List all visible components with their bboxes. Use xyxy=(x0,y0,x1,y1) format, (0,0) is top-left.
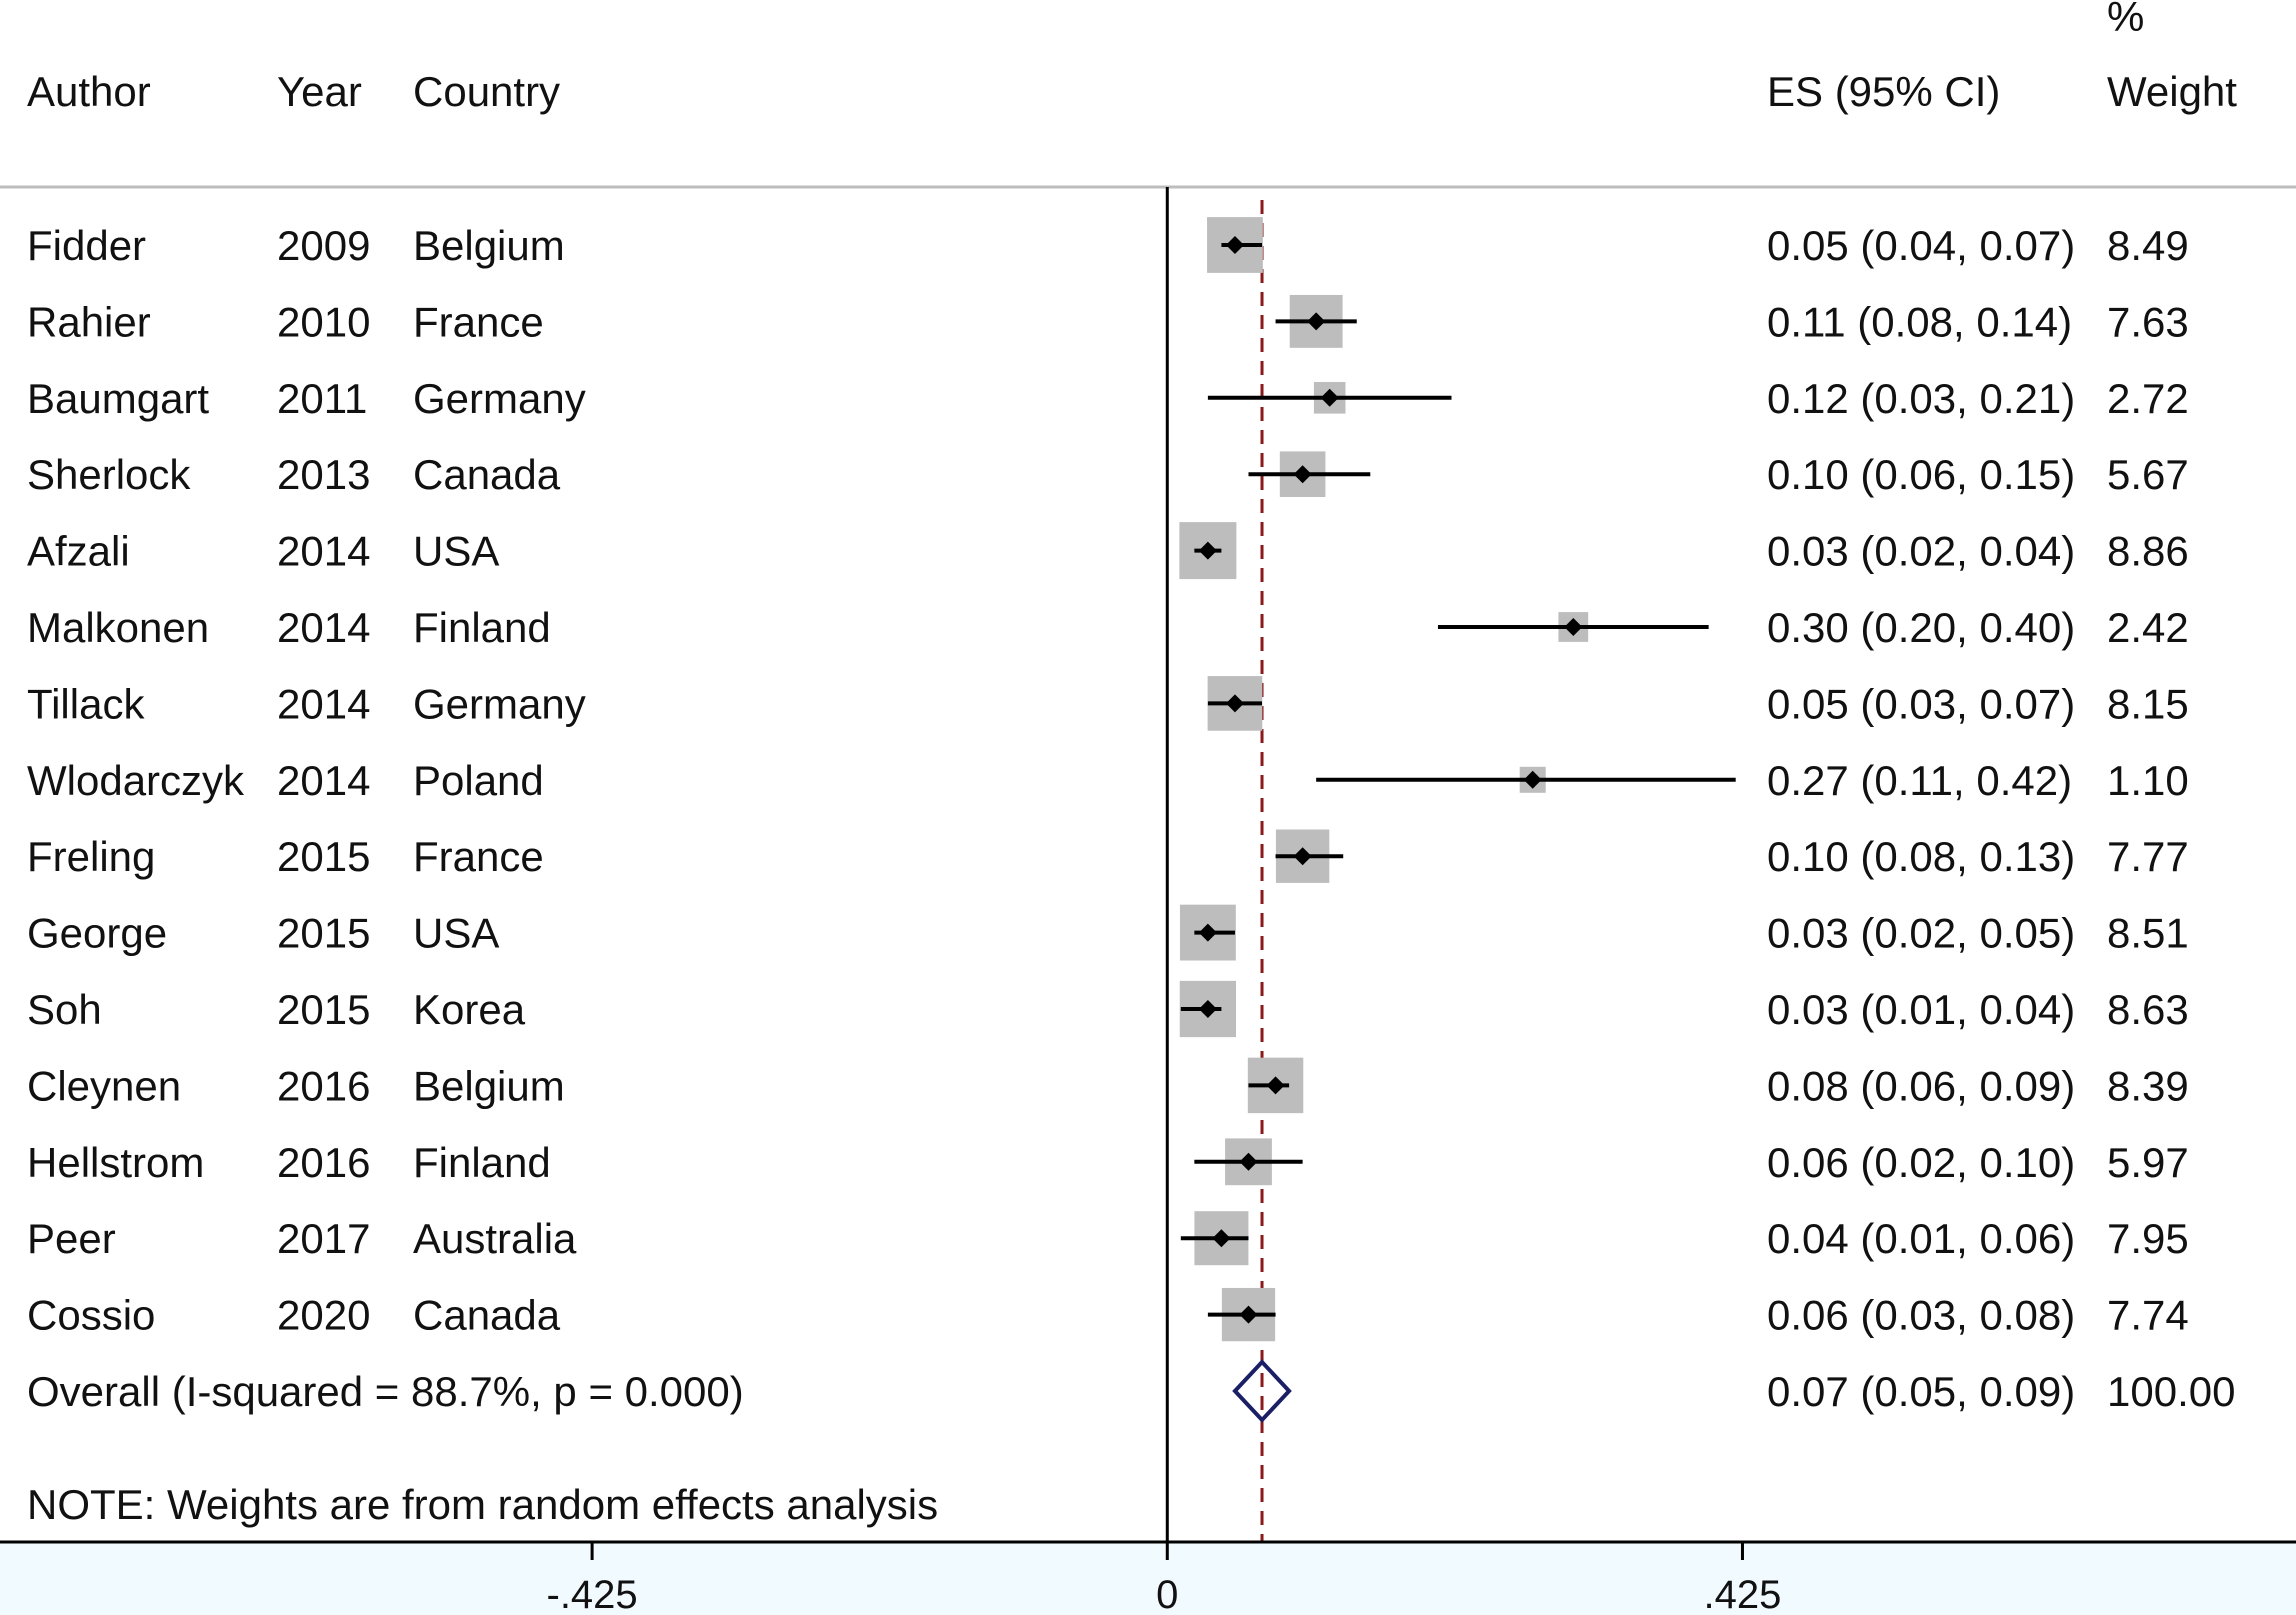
study-author: Peer xyxy=(27,1215,116,1263)
note-text: NOTE: Weights are from random effects analysis xyxy=(27,1481,939,1528)
study-country: Canada xyxy=(413,1291,561,1339)
study-row xyxy=(27,981,2189,1037)
study-country: USA xyxy=(413,909,500,957)
study-year: 2014 xyxy=(277,756,371,804)
study-row xyxy=(27,217,2189,273)
study-author: Soh xyxy=(27,986,102,1033)
study-year: 2010 xyxy=(277,298,371,346)
study-es-ci: 0.11 (0.08, 0.14) xyxy=(1767,298,2073,346)
study-year: 2020 xyxy=(277,1291,371,1339)
study-year: 2011 xyxy=(277,374,368,422)
study-country: Korea xyxy=(413,986,526,1033)
study-year: 2014 xyxy=(277,680,371,728)
study-year: 2015 xyxy=(277,909,371,957)
study-author: George xyxy=(27,909,168,957)
study-country: Germany xyxy=(413,680,586,728)
study-weight: 8.15 xyxy=(2107,680,2189,728)
study-row xyxy=(27,676,2189,731)
study-country: Germany xyxy=(413,374,586,422)
study-country: Belgium xyxy=(413,1062,565,1110)
study-row xyxy=(27,604,2189,651)
x-tick-label: -.425 xyxy=(546,1573,638,1615)
header xyxy=(27,0,2237,115)
study-row xyxy=(27,522,2189,579)
study-year: 2016 xyxy=(277,1062,371,1110)
study-author: Cossio xyxy=(27,1291,156,1339)
study-es-ci: 0.06 (0.03, 0.08) xyxy=(1767,1291,2076,1339)
study-es-ci: 0.03 (0.02, 0.05) xyxy=(1767,909,2076,957)
study-es-ci: 0.05 (0.04, 0.07) xyxy=(1767,222,2076,269)
study-year: 2013 xyxy=(277,451,371,499)
study-country: Canada xyxy=(413,451,561,499)
study-es-ci: 0.06 (0.02, 0.10) xyxy=(1767,1138,2076,1186)
overall-es-ci: 0.07 (0.05, 0.09) xyxy=(1767,1368,2076,1415)
study-weight: 7.95 xyxy=(2107,1215,2189,1263)
study-row xyxy=(27,1288,2189,1341)
study-country: France xyxy=(413,833,544,881)
study-weight: 5.97 xyxy=(2107,1138,2189,1186)
axis-band xyxy=(0,1542,2296,1615)
study-es-ci: 0.03 (0.02, 0.04) xyxy=(1767,527,2076,575)
study-weight: 5.67 xyxy=(2107,451,2189,499)
study-country: Finland xyxy=(413,604,551,651)
study-weight: 8.86 xyxy=(2107,527,2189,575)
study-weight: 8.63 xyxy=(2107,986,2189,1033)
study-row xyxy=(27,1211,2189,1265)
study-year: 2015 xyxy=(277,986,371,1033)
overall-weight: 100.00 xyxy=(2107,1368,2236,1415)
header-es: ES (95% CI) xyxy=(1767,68,2001,115)
overall-diamond xyxy=(1235,1362,1289,1420)
study-author: Wlodarczyk xyxy=(27,756,245,804)
study-weight: 8.39 xyxy=(2107,1062,2189,1110)
study-es-ci: 0.03 (0.01, 0.04) xyxy=(1767,986,2076,1033)
study-author: Baumgart xyxy=(27,374,210,422)
study-year: 2009 xyxy=(277,222,371,269)
study-row xyxy=(27,295,2189,348)
study-row xyxy=(27,375,2189,422)
overall-label: Overall (I-squared = 88.7%, p = 0.000) xyxy=(27,1368,744,1415)
study-es-ci: 0.10 (0.08, 0.13) xyxy=(1767,833,2076,881)
study-author: Tillack xyxy=(27,680,145,728)
study-author: Hellstrom xyxy=(27,1138,205,1186)
study-country: Poland xyxy=(413,756,544,804)
study-row xyxy=(27,1058,2189,1113)
header-country: Country xyxy=(413,68,561,115)
study-weight: 2.42 xyxy=(2107,604,2189,651)
study-es-ci: 0.12 (0.03, 0.21) xyxy=(1767,374,2076,422)
header-weight-pct: % xyxy=(2107,0,2145,40)
study-author: Malkonen xyxy=(27,604,210,651)
study-weight: 7.74 xyxy=(2107,1291,2189,1339)
study-es-ci: 0.08 (0.06, 0.09) xyxy=(1767,1062,2076,1110)
study-country: Finland xyxy=(413,1138,551,1186)
study-es-ci: 0.10 (0.06, 0.15) xyxy=(1767,451,2076,499)
study-author: Fidder xyxy=(27,222,147,269)
study-es-ci: 0.30 (0.20, 0.40) xyxy=(1767,604,2076,651)
study-es-ci: 0.27 (0.11, 0.42) xyxy=(1767,756,2073,804)
study-year: 2014 xyxy=(277,604,371,651)
study-year: 2017 xyxy=(277,1215,371,1263)
study-es-ci: 0.05 (0.03, 0.07) xyxy=(1767,680,2076,728)
study-rows xyxy=(27,217,2189,1341)
x-tick-label: 0 xyxy=(1156,1573,1179,1615)
study-row xyxy=(27,1138,2189,1185)
study-weight: 7.77 xyxy=(2107,833,2189,881)
study-weight: 2.72 xyxy=(2107,374,2189,422)
header-author: Author xyxy=(27,68,151,115)
header-year: Year xyxy=(277,68,362,115)
study-author: Rahier xyxy=(27,298,151,346)
study-author: Cleynen xyxy=(27,1062,182,1110)
study-author: Freling xyxy=(27,833,156,881)
study-country: France xyxy=(413,298,544,346)
study-es-ci: 0.04 (0.01, 0.06) xyxy=(1767,1215,2076,1263)
study-author: Sherlock xyxy=(27,451,191,499)
study-weight: 7.63 xyxy=(2107,298,2189,346)
study-row xyxy=(27,451,2189,498)
header-weight: Weight xyxy=(2107,68,2237,115)
study-row xyxy=(27,830,2189,883)
study-weight: 8.49 xyxy=(2107,222,2189,269)
study-year: 2014 xyxy=(277,527,371,575)
study-year: 2015 xyxy=(277,833,371,881)
study-row xyxy=(27,757,2189,804)
overall-row xyxy=(27,1362,2235,1420)
study-country: USA xyxy=(413,527,500,575)
x-tick-label: .425 xyxy=(1703,1573,1782,1615)
study-row xyxy=(27,905,2189,961)
study-country: Australia xyxy=(413,1215,577,1263)
study-author: Afzali xyxy=(27,527,130,575)
study-weight: 8.51 xyxy=(2107,909,2189,957)
study-country: Belgium xyxy=(413,222,565,269)
study-year: 2016 xyxy=(277,1138,371,1186)
study-weight: 1.10 xyxy=(2107,756,2189,804)
